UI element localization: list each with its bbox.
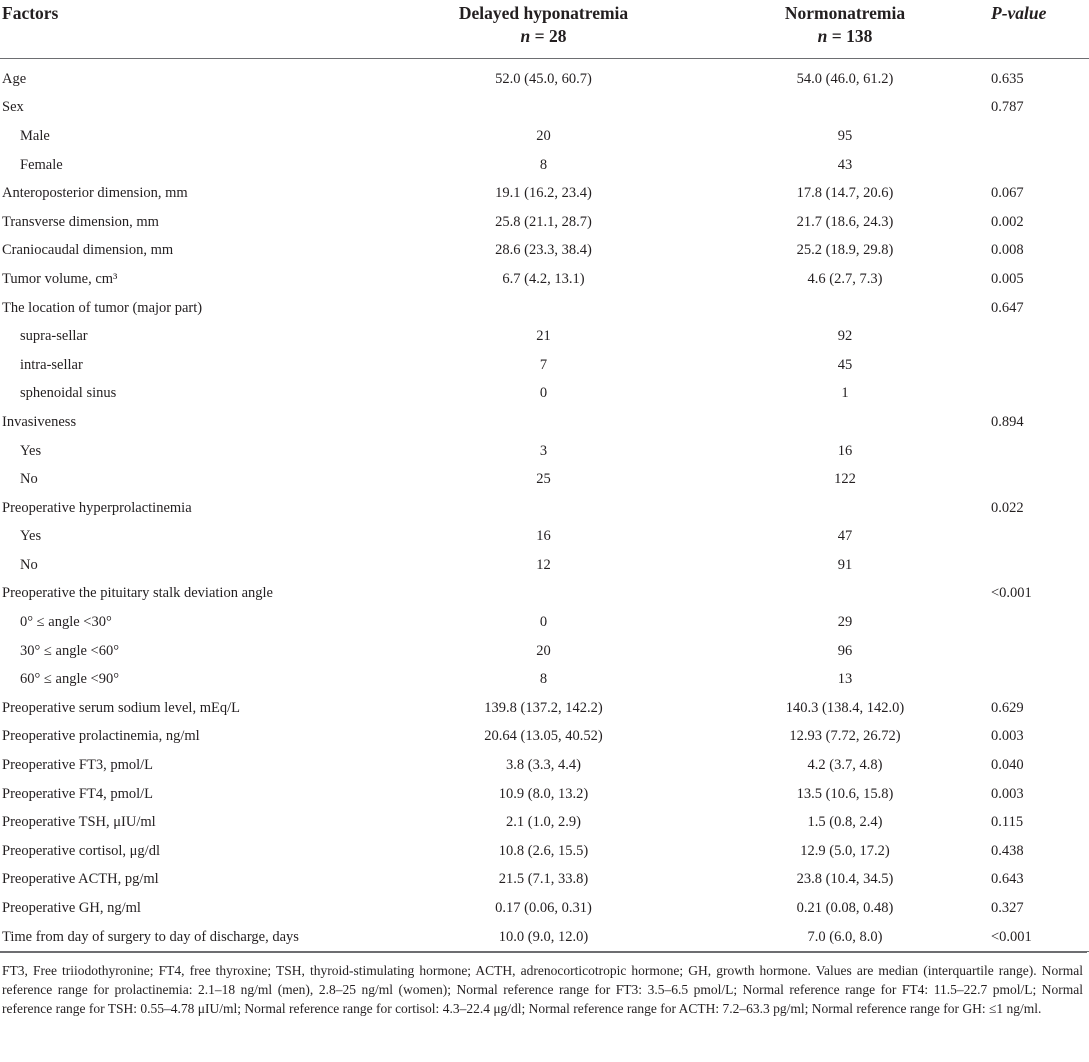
table-row [0,523,1089,552]
table-row [0,465,1089,494]
cell-normo: 1.5 (0.8, 2.4) [807,814,883,831]
cell-normo: 92 [837,328,853,345]
n-label: n [817,26,828,46]
cell-pvalue [983,637,1089,666]
cell-delayed: 21.5 (7.1, 33.8) [498,871,589,888]
cell-delayed: 20 [536,127,551,144]
cell-pvalue: 0.005 [991,270,1024,287]
cell-delayed: 2.1 (1.0, 2.9) [506,814,581,831]
cell-normo [707,494,983,523]
cell-factor: Tumor volume, cm³ [2,270,118,287]
cell-delayed: 10.8 (2.6, 15.5) [498,842,589,859]
cell-delayed: 20 [536,642,551,659]
cell-factor: Preoperative GH, ng/ml [2,900,141,917]
cell-delayed [380,408,707,437]
cell-pvalue [983,437,1089,466]
cell-factor: 30° ≤ angle <60° [20,642,120,659]
cell-pvalue [983,665,1089,694]
cell-pvalue: 0.067 [991,185,1024,202]
cell-pvalue [983,523,1089,552]
table-row [0,580,1089,609]
cell-normo: 25.2 (18.9, 29.8) [796,242,894,259]
cell-normo: 0.21 (0.08, 0.48) [796,900,894,917]
cell-delayed: 10.9 (8.0, 13.2) [498,785,589,802]
cell-normo: 4.6 (2.7, 7.3) [807,270,883,287]
cell-factor: 60° ≤ angle <90° [20,671,120,688]
cell-normo [707,94,983,123]
cell-normo: 13 [837,671,853,688]
cell-normo [707,408,983,437]
cell-delayed: 25 [536,471,551,488]
cell-normo: 17.8 (14.7, 20.6) [796,185,894,202]
cell-factor: The location of tumor (major part) [2,299,203,316]
table-row [0,751,1089,780]
cell-pvalue: 0.647 [991,299,1024,316]
cell-pvalue: <0.001 [991,928,1032,945]
table-row [0,494,1089,523]
cell-delayed: 0 [539,614,548,631]
cell-delayed: 52.0 (45.0, 60.7) [495,70,592,87]
cell-normo: 43 [837,156,853,173]
cell-delayed: 21 [536,328,551,345]
cell-pvalue: 0.643 [991,871,1024,888]
cell-factor: Preoperative cortisol, μg/dl [2,842,160,859]
cell-delayed: 139.8 (137.2, 142.2) [484,699,603,716]
cell-pvalue: 0.115 [991,814,1024,831]
cell-normo: 21.7 (18.6, 24.3) [796,213,894,230]
cell-pvalue: 0.327 [991,900,1024,917]
table-row [0,437,1089,466]
table-row [0,894,1089,923]
n-label: n [520,26,531,46]
cell-factor: No [20,471,38,488]
cell-delayed [380,494,707,523]
cell-delayed: 6.7 (4.2, 13.1) [502,270,585,287]
table-row [0,866,1089,895]
cell-normo: 16 [837,442,853,459]
cell-delayed: 12 [536,556,551,573]
cell-delayed: 3.8 (3.3, 4.4) [506,757,581,774]
cell-factor: Anteroposterior dimension, mm [2,185,188,202]
table-row [0,208,1089,237]
cell-pvalue: 0.787 [991,99,1024,116]
cell-factor: Yes [20,442,42,459]
cell-delayed: 7 [539,356,548,373]
cell-pvalue [983,551,1089,580]
cell-normo: 95 [837,127,853,144]
cell-factor: Preoperative the pituitary stalk deviation angle [2,585,273,602]
cell-factor: Preoperative TSH, μIU/ml [2,814,156,831]
cell-delayed: 8 [539,671,548,688]
header-normo: Normonatremia [784,3,906,23]
cell-pvalue: 0.003 [991,785,1024,802]
table-row [0,380,1089,409]
header-delayed-n: n = 28 [520,26,567,46]
table-row [0,923,1089,952]
cell-normo: 91 [837,556,853,573]
cell-delayed: 16 [536,528,551,545]
cell-pvalue: 0.629 [991,699,1024,716]
cell-factor: Female [20,156,63,173]
cell-delayed: 3 [539,442,548,459]
cell-delayed: 28.6 (23.3, 38.4) [495,242,592,259]
table-row [0,780,1089,809]
table-row [0,351,1089,380]
cell-factor: Sex [2,99,24,116]
cell-factor: Time from day of surgery to day of discharge, days [2,928,299,945]
cell-normo: 45 [837,356,853,373]
cell-factor: Yes [20,528,42,545]
cell-normo: 54.0 (46.0, 61.2) [796,70,894,87]
cell-delayed: 25.8 (21.1, 28.7) [495,213,592,230]
cell-delayed [380,294,707,323]
cell-pvalue [983,465,1089,494]
cell-pvalue: <0.001 [991,585,1032,602]
table-row [0,665,1089,694]
table-row [0,694,1089,723]
cell-pvalue: 0.003 [991,728,1024,745]
cell-factor: Age [2,70,27,87]
cell-pvalue: 0.002 [991,213,1024,230]
cell-pvalue [983,122,1089,151]
cell-factor: Preoperative hyperprolactinemia [2,499,192,516]
table-row [0,94,1089,123]
cell-normo: 12.93 (7.72, 26.72) [789,728,901,745]
table-row [0,608,1089,637]
cell-normo: 23.8 (10.4, 34.5) [796,871,894,888]
cell-factor: supra-sellar [20,328,88,345]
delayed-n-value: 28 [548,26,567,46]
cell-pvalue [983,151,1089,180]
table-row [0,322,1089,351]
cell-pvalue: 0.008 [991,242,1024,259]
table-row [0,122,1089,151]
cell-pvalue [983,380,1089,409]
cell-normo [707,580,983,609]
cell-pvalue [983,608,1089,637]
cell-pvalue: 0.040 [991,757,1024,774]
cell-factor: Preoperative ACTH, pg/ml [2,871,159,888]
cell-delayed: 0.17 (0.06, 0.31) [495,900,592,917]
cell-delayed: 20.64 (13.05, 40.52) [484,728,603,745]
cell-delayed: 10.0 (9.0, 12.0) [498,928,589,945]
table-row [0,408,1089,437]
table-row [0,179,1089,208]
header-factors: Factors [2,3,59,23]
cell-normo: 140.3 (138.4, 142.0) [785,699,905,716]
table-row [0,151,1089,180]
table-row [0,551,1089,580]
cell-factor: Male [20,127,50,144]
cell-normo: 13.5 (10.6, 15.8) [796,785,894,802]
cell-normo: 12.9 (5.0, 17.2) [800,842,890,859]
header-delayed: Delayed hyponatremia [458,3,629,23]
header-normo-n: n = 138 [817,26,873,46]
table-row [0,59,1089,94]
table-footnote: FT3, Free triiodothyronine; FT4, free thyroxine; TSH, thyroid-stimulating hormone; ACTH, adrenocorticotropic hormone; GH, growth hormone. Values are median (interquartile range). Normal reference range for prolactinemia: 2.1–18 ng/ml (men), 2.8–25 ng/ml (women); Normal reference range for FT3: 3.5–6.5 pmol/L; Normal reference range for FT4: 11.5–22.7 pmol/L; Normal reference range for TSH: 0.55–4.78 μIU/ml; Normal reference range for cortisol: 4.3–22.4 μg/dl; Normal reference range for ACTH: 7.2–63.3 pg/ml; Normal reference range for GH: ≤1 ng/ml. [0,952,1087,1018]
cell-factor: intra-sellar [20,356,83,373]
header-pvalue: P-value [991,3,1047,23]
cell-normo: 96 [837,642,853,659]
cell-factor: Transverse dimension, mm [2,213,159,230]
cell-pvalue [983,351,1089,380]
cell-delayed: 19.1 (16.2, 23.4) [495,185,592,202]
cell-factor: Craniocaudal dimension, mm [2,242,174,259]
table-body [0,59,1089,952]
cell-normo: 4.2 (3.7, 4.8) [807,757,883,774]
cell-factor: No [20,556,38,573]
cell-normo: 29 [837,614,853,631]
cell-normo [707,294,983,323]
cell-pvalue [983,322,1089,351]
cell-pvalue: 0.022 [991,499,1024,516]
table-row [0,723,1089,752]
cell-normo: 47 [837,528,853,545]
cell-factor: Preoperative serum sodium level, mEq/L [2,699,240,716]
cell-factor: sphenoidal sinus [20,385,117,402]
table-row [0,265,1089,294]
cell-normo: 7.0 (6.0, 8.0) [807,928,883,945]
table-row [0,808,1089,837]
cell-factor: Preoperative FT3, pmol/L [2,757,154,774]
normo-n-value: 138 [846,26,873,46]
cell-pvalue: 0.438 [991,842,1024,859]
cell-delayed: 0 [539,385,548,402]
cell-delayed [380,94,707,123]
cell-factor: 0° ≤ angle <30° [20,614,112,631]
cell-delayed: 8 [539,156,548,173]
table-header [0,0,1089,59]
table-row [0,837,1089,866]
cell-pvalue: 0.635 [991,70,1024,87]
cell-delayed [380,580,707,609]
cell-normo: 1 [841,385,849,402]
cell-factor: Preoperative FT4, pmol/L [2,785,154,802]
cell-normo: 122 [834,471,856,488]
cell-pvalue: 0.894 [991,413,1024,430]
cell-factor: Invasiveness [2,413,77,430]
cell-factor: Preoperative prolactinemia, ng/ml [2,728,200,745]
table-row [0,237,1089,266]
table-row [0,637,1089,666]
table-row [0,294,1089,323]
